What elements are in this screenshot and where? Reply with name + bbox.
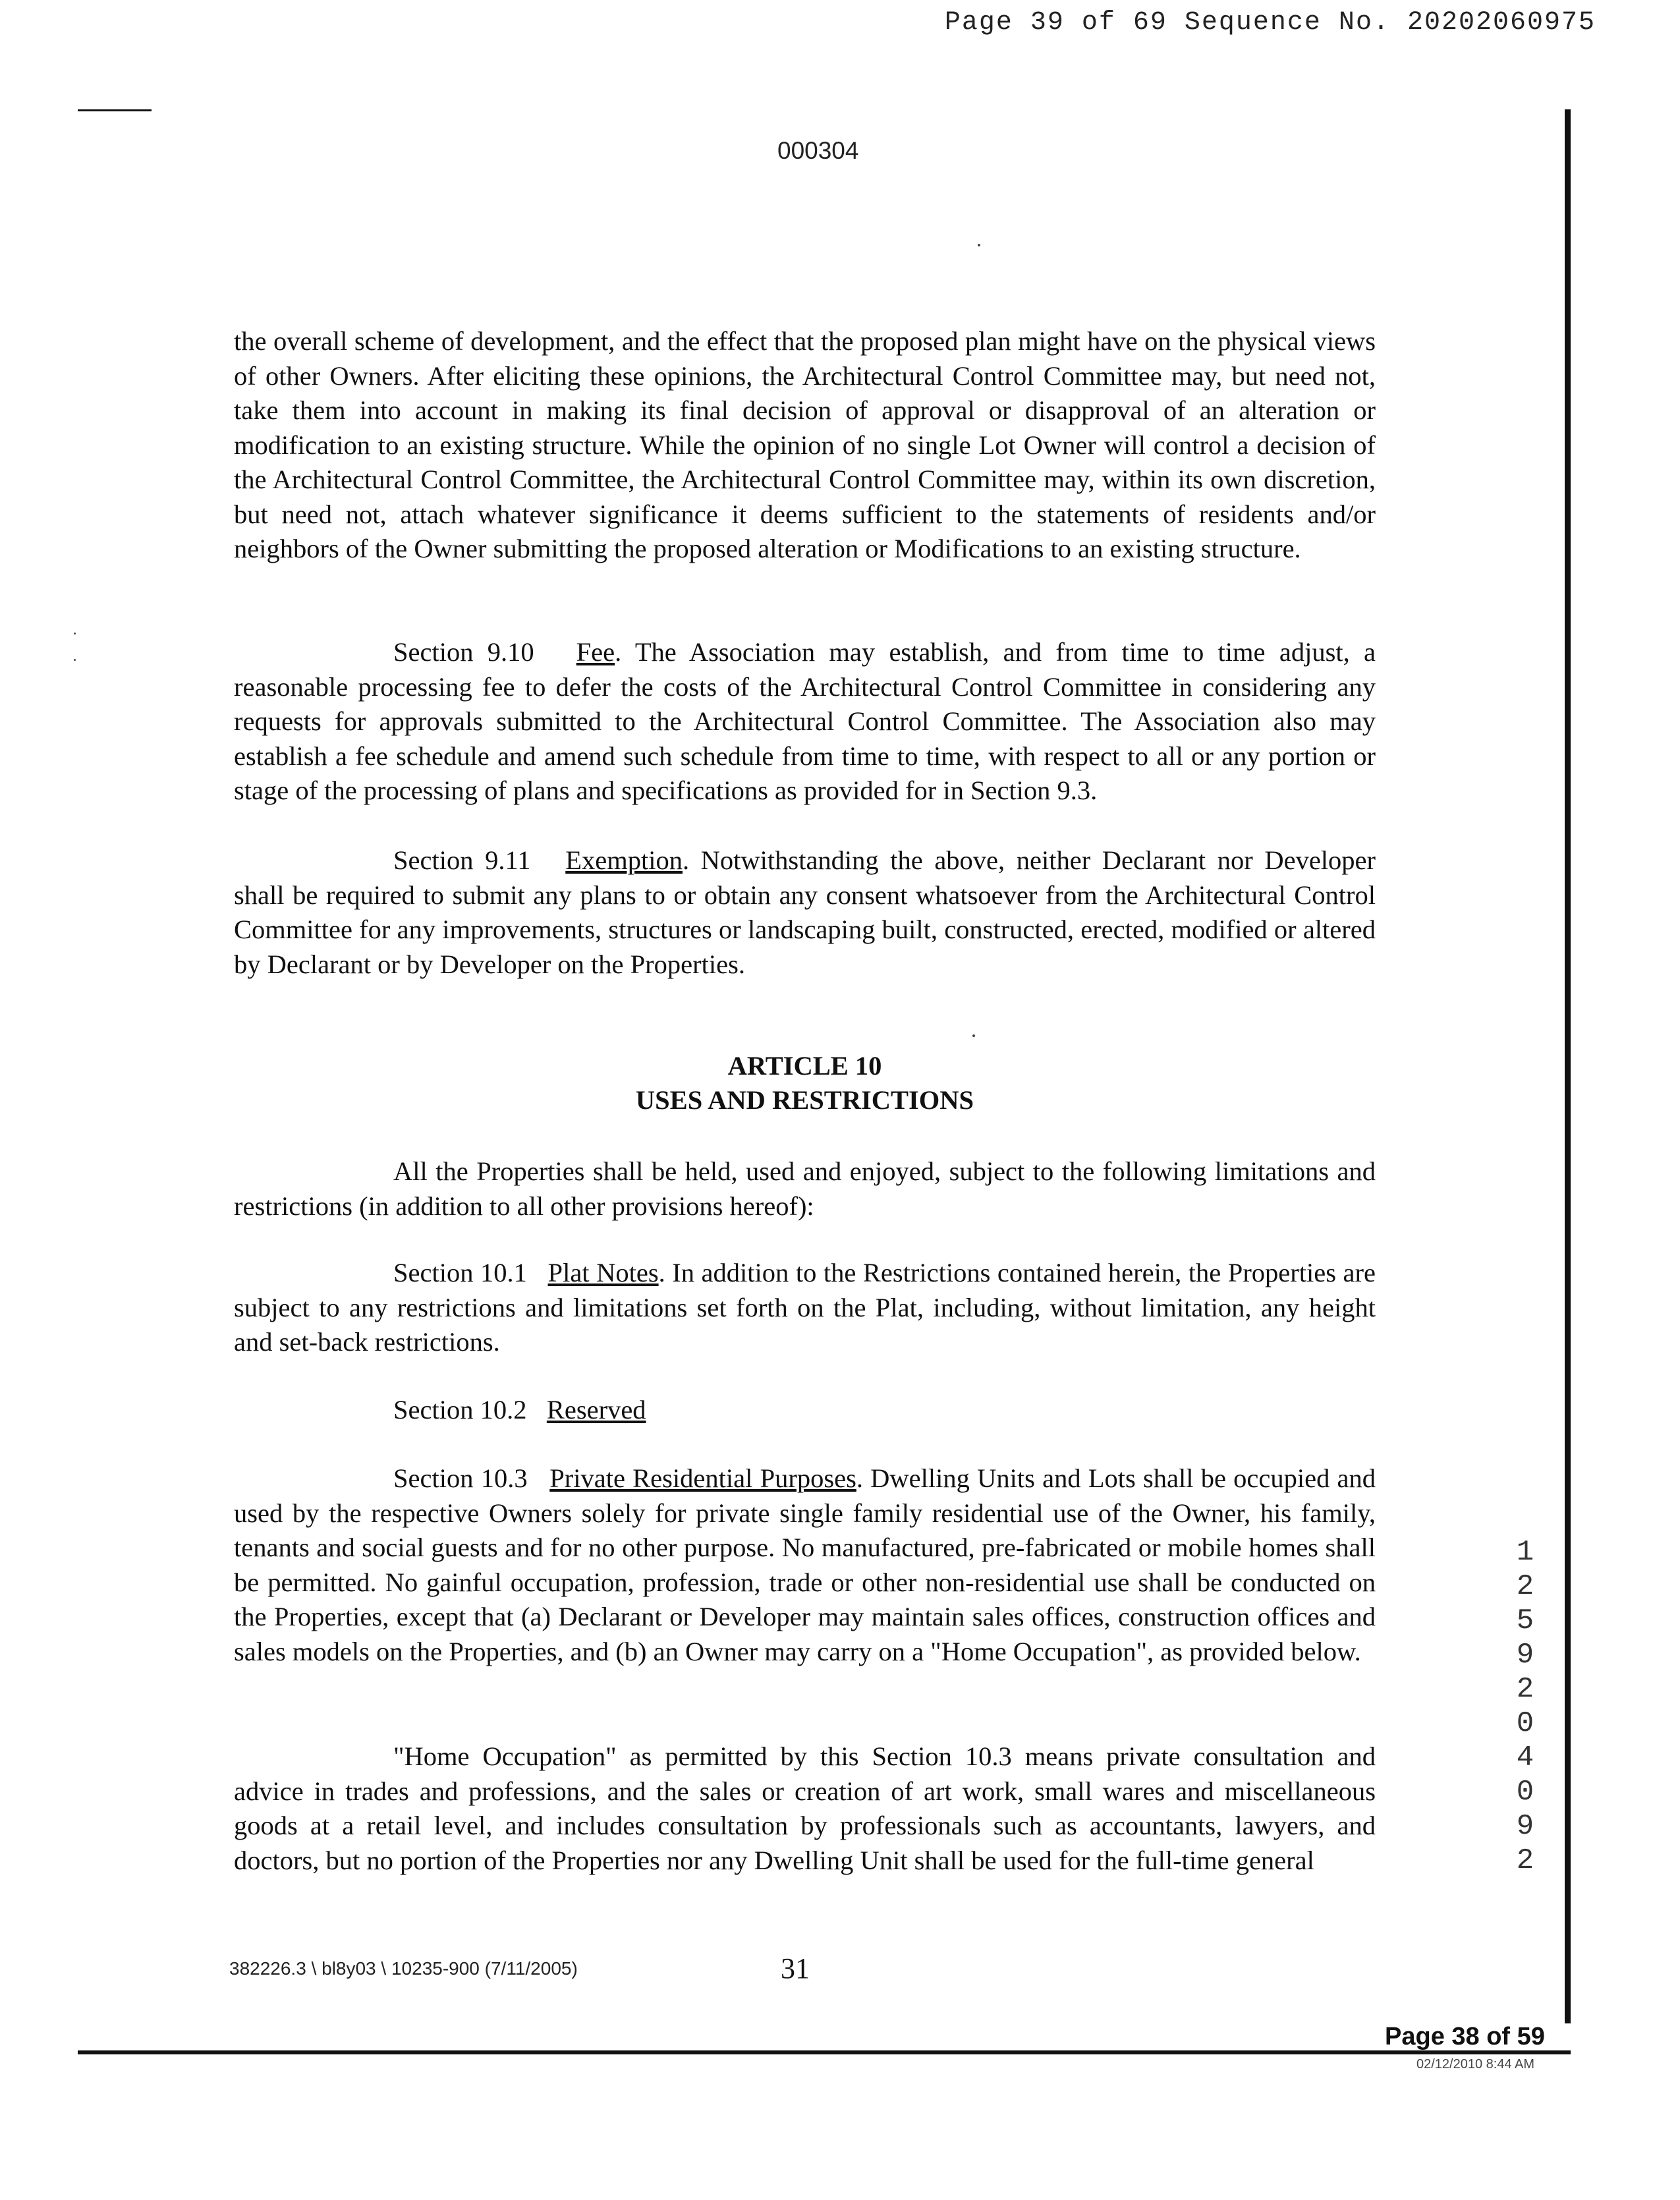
right-border-bar — [1565, 109, 1571, 2023]
article-title: USES AND RESTRICTIONS — [635, 1085, 974, 1115]
section-title: Reserved — [546, 1395, 646, 1424]
recording-date-stamp: 02/12/2010 8:44 AM — [1416, 2057, 1535, 2072]
section-text: . Notwithstanding the above, neither Declarant nor Developer shall be required to submit any plans to or obtain any consent whatsoever from the Architectural Control Committee for any improvements, structures or landscaping built, constructed, erected, modified or altered by Declarant or by Developer on the Properties. — [234, 845, 1376, 979]
section-title: Exemption — [565, 845, 683, 875]
section-label: Section 10.2 — [393, 1395, 527, 1424]
side-stamp-number: 1 2 5 9 2 0 4 0 9 2 — [1516, 1536, 1534, 1877]
scan-speck — [972, 1034, 975, 1037]
section-label: Section 10.1 — [393, 1258, 527, 1287]
scan-speck — [74, 633, 76, 635]
section-10-3 — [234, 1461, 1376, 1669]
document-number: 000304 — [777, 137, 859, 164]
section-label: Section 9.10 — [393, 637, 534, 667]
top-left-scan-mark — [78, 109, 152, 111]
section-text: . Dwelling Units and Lots shall be occupied and used by the respective Owners solely for private single family residential use of the Owner, his family, tenants and social guests and for no other purpose. No manufactured, pre-fabricated or mobile homes shall be permitted. No gainful occupation, profession, trade or other non-residential use shall be conducted on the Properties, except that (a) Declarant or Developer may maintain sales offices, construction offices and sales models on the Properties, and (b) an Owner may carry on a "Home Occupation", as provided below. — [234, 1463, 1376, 1666]
section-9-10 — [234, 635, 1376, 808]
paragraph-text: All the Properties shall be held, used and enjoyed, subject to the following limitations and restrictions (in addition to all other provisions hereof): — [234, 1156, 1376, 1221]
section-title: Plat Notes — [547, 1258, 659, 1287]
scan-speck — [978, 244, 980, 246]
section-label: Section 9.11 — [393, 845, 531, 875]
page-of-stamp: Page 38 of 59 — [1385, 2023, 1545, 2050]
section-text: . In addition to the Restrictions contained herein, the Properties are subject to any restrictions and limitations set forth on the Plat, including, without limitation, any height and set-back restrictions. — [234, 1258, 1376, 1357]
page-number: 31 — [781, 1952, 810, 1985]
scan-speck — [74, 659, 76, 661]
article-number: ARTICLE 10 — [727, 1051, 882, 1081]
section-10-2 — [234, 1393, 1376, 1428]
section-9-11 — [234, 843, 1376, 982]
section-title: Private Residential Purposes — [549, 1463, 856, 1493]
sequence-header: Page 39 of 69 Sequence No. 20202060975 — [944, 8, 1596, 38]
bottom-border-line — [78, 2050, 1571, 2054]
footer-document-id: 382226.3 \ bl8y03 \ 10235-900 (7/11/2005) — [229, 1958, 578, 1979]
section-title: Fee — [576, 637, 615, 667]
paragraph-text: the overall scheme of development, and the effect that the proposed plan might have on the physical views of other Owners. After eliciting these opinions, the Architectural Control Committee may, but need not, take them into account in making its final decision of approval or disapproval of an alteration or modification to an existing structure. While the opinion of no single Lot Owner will control a decision of the Architectural Control Committee, the Architectural Control Committee may, within its own discretion, but need not, attach whatever significance it deems sufficient to the statements of residents and/or neighbors of the Owner submitting the proposed alteration or Modifications to an existing structure. — [234, 326, 1376, 563]
continuation-paragraph — [234, 324, 1376, 567]
section-label: Section 10.3 — [393, 1463, 528, 1493]
home-occupation-paragraph — [234, 1739, 1376, 1878]
article-heading — [234, 1049, 1376, 1117]
section-10-1 — [234, 1256, 1376, 1360]
section-text: . The Association may establish, and from time to time adjust, a reasonable processing fee to defer the costs of the Architectural Control Committee in considering any requests for approvals submitted to the Architectural Control Committee. The Association also may establish a fee schedule and amend such schedule from time to time, with respect to all or any portion or stage of the processing of plans and specifications as provided for in Section 9.3. — [234, 637, 1376, 805]
paragraph-text: "Home Occupation" as permitted by this Section 10.3 means private consultation and advice in trades and professions, and the sales or creation of art work, small wares and miscellaneous goods at a retail level, and includes consultation by professionals such as accountants, lawyers, and doctors, but no portion of the Properties nor any Dwelling Unit shall be used for the full-time general — [234, 1741, 1376, 1875]
article-intro — [234, 1154, 1376, 1224]
